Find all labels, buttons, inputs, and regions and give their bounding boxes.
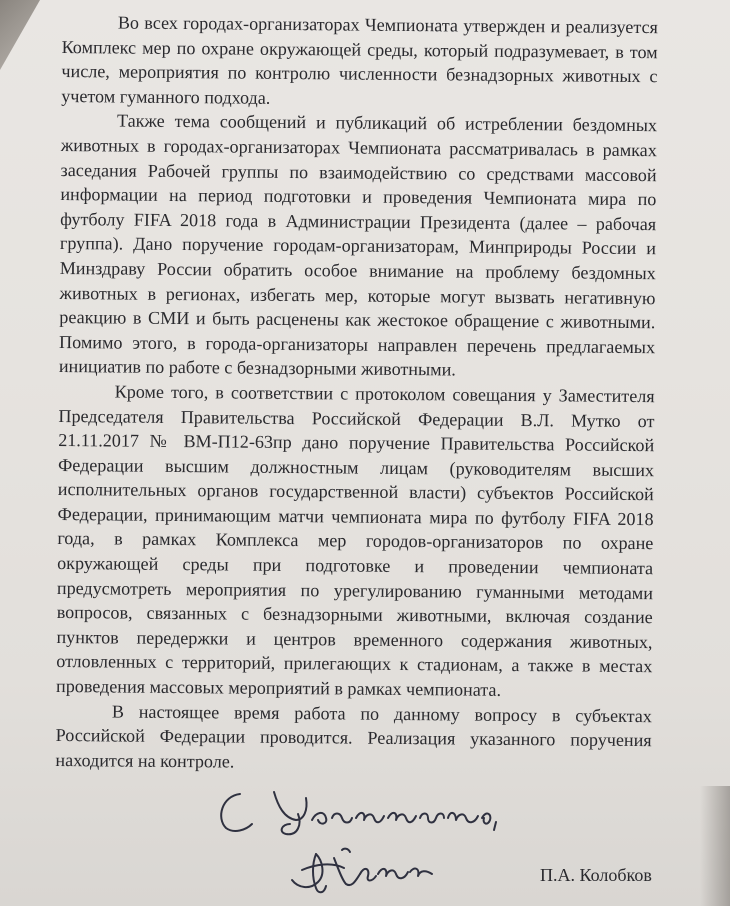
paragraph-1: Во всех городах-организаторах Чемпионата утвержден и реализуется Комплекс мер по охране окружающей среды, который подразумевает, в том числе, мероприятия по контролю численности безнадзорных животных с учетом гуманного подхода. (61, 12, 658, 108)
handwritten-closing (212, 784, 512, 840)
signature-area (0, 780, 730, 906)
paragraph-2: Также тема сообщений и публикаций об истреблении бездомных животных в городах-организаторах Чемпионата рассматривалась в рамках заседания Рабочей группы по взаимодействию со средствами массовой информации на период подготовки и проведения Чемпионата мира по футболу FIFA 2018 года в Администрации Президента (далее – рабочая группа). Дано поручение городам-организаторам, Минприроды России и Минздраву России обратить особое внимание на проблему бездомных животных в регионах, избегать мер, которые могут вызвать негативную реакцию в СМИ и быть расценены как жестокое обращение с животными. Помимо этого, в города-организаторы направлен перечень предлагаемых инициатив по работе с безнадзорными животными. (58, 110, 658, 380)
handwritten-signature (282, 840, 442, 900)
signer-name: П.А. Колобков (540, 865, 652, 885)
paragraph-4: В настоящее время работа по данному вопросу в субъектах Российской Федерации проводится. Реализация указанного поручения находится на контроле. (55, 701, 652, 772)
page-fold-shadow (0, 0, 40, 70)
letter-body (55, 10, 658, 778)
paragraph-3: Кроме того, в соответствии с протоколом совещания у Заместителя Председателя Правительства Российской Федерации В.Л. Мутко от 21.11.2017 № ВМ-П12-63пр дано поручение Правительства Российской Федерации высшим должностным лицам (руководителям высших исполнительных органов государственной власти) субъектов Российской Федерации, принимающим матчи чемпионата мира по футболу FIFA 2018 года, в рамках Комплекса мер городов-организаторов по охране окружающей среды при подготовке и проведении чемпионата предусмотреть мероприятия по урегулированию гуманными методами вопросов, связанных с безнадзорными животными, включая создание пунктов передержки и центров временного содержания животных, отловленных с территорий, прилегающих к стадионам, а также в местах проведения массовых мероприятий в рамках чемпионата. (56, 381, 655, 700)
